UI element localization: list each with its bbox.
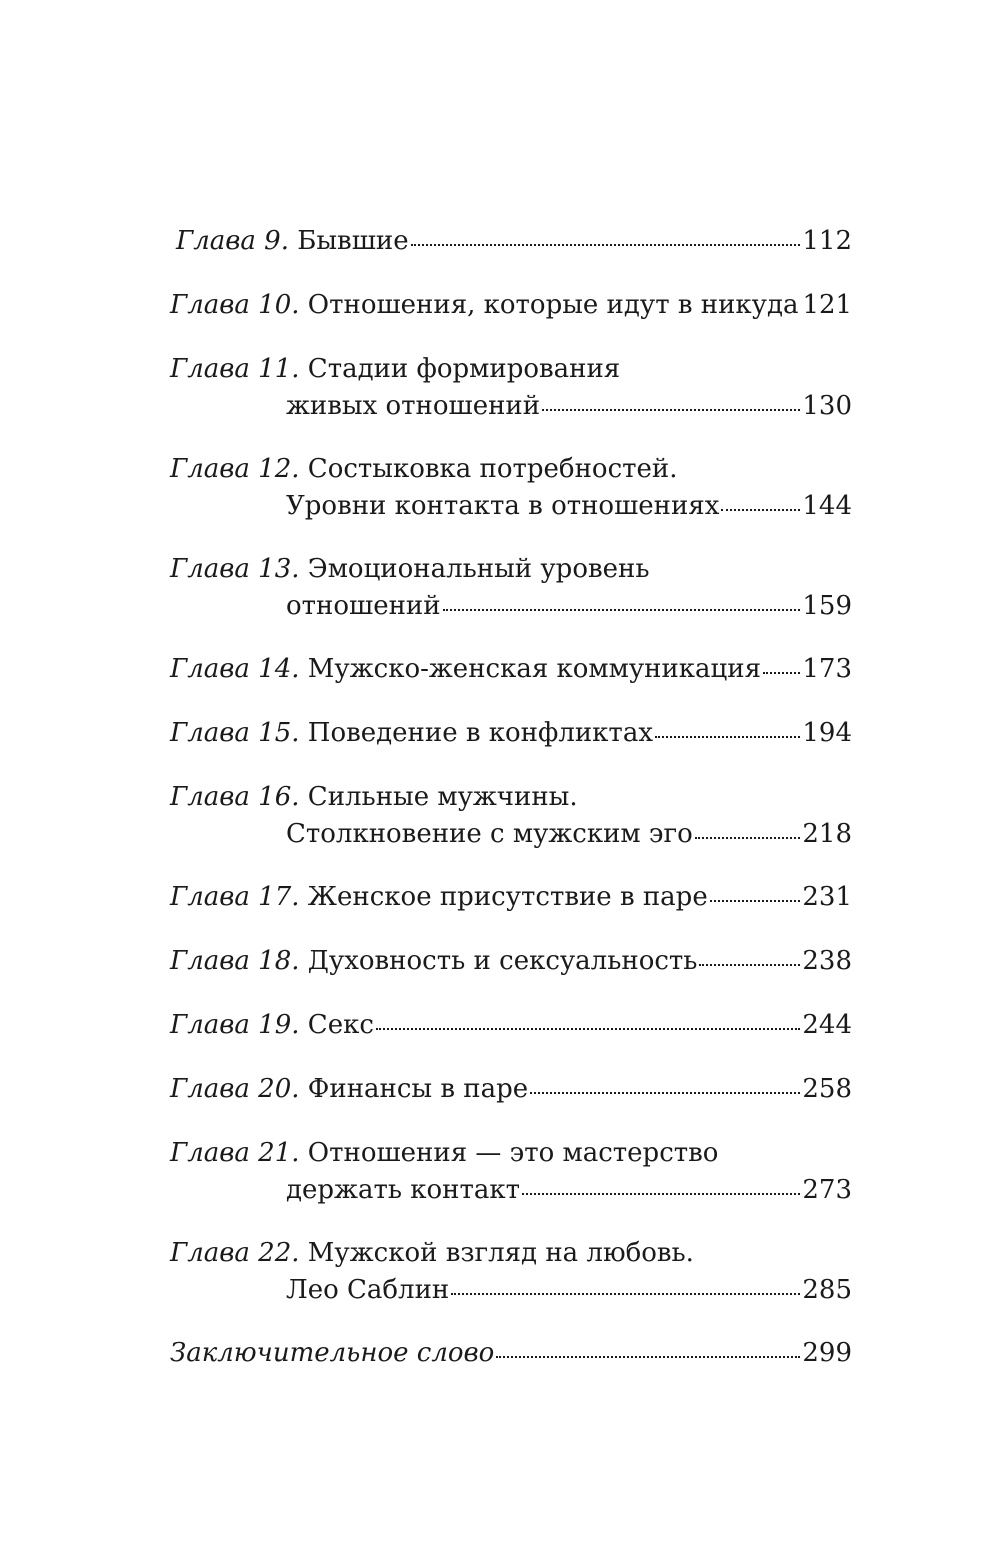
page-number: 238 [802,946,852,976]
chapter-title: Эмоциональный уровень [307,554,650,584]
dot-leader [655,715,800,741]
toc-entry[interactable] [170,650,852,714]
dot-leader [695,816,801,842]
toc-entry-line [170,450,852,488]
chapter-title: Отношения, которые идут в никуда [307,290,799,320]
dot-leader [496,1335,800,1361]
toc-entry[interactable] [170,550,852,650]
chapter-label: Глава 15. [170,718,300,748]
conclusion-label: Заключительное слово [170,1338,495,1368]
chapter-title: Поведение в конфликтах [307,718,653,748]
chapter-title: Духовность и сексуальность [307,946,698,976]
toc-entry[interactable] [170,942,852,1006]
toc-entry-line [170,1271,852,1309]
chapter-label: Глава 17. [170,882,300,912]
toc-entry[interactable] [170,222,852,286]
toc-entry-line [170,1070,852,1108]
chapter-title-continuation: Столкновение с мужским эго [286,819,693,849]
toc-entry-line [170,942,852,980]
toc-entry-conclusion[interactable] [170,1334,852,1398]
chapter-label: Глава 14. [170,654,300,684]
toc-entry-line [170,387,852,425]
toc-entry[interactable] [170,350,852,450]
chapter-label: Глава 10. [170,290,300,320]
page-number: 299 [802,1338,852,1368]
chapter-label: Глава 18. [170,946,300,976]
chapter-title-continuation: Лео Саблин [286,1275,450,1305]
toc-entry[interactable] [170,286,852,350]
toc-entry-line [170,778,852,816]
chapter-label: Глава 11. [170,354,300,384]
chapter-title: Мужско-женская коммуникация [307,654,762,684]
chapter-title-continuation: Уровни контакта в отношениях [286,491,720,521]
toc-entry-line [170,1171,852,1209]
toc-entry-line [170,1234,852,1272]
chapter-title: Мужской взгляд на любовь. [307,1238,694,1268]
dot-leader [542,388,800,414]
chapter-label: Глава 19. [170,1010,300,1040]
toc-entry[interactable] [170,1070,852,1134]
dot-leader [451,1272,800,1298]
dot-leader [699,943,800,969]
toc-entry[interactable] [170,878,852,942]
page-number: 194 [802,718,852,748]
chapter-label: Глава 12. [170,454,300,484]
toc-entry-line [170,714,852,752]
page-number: 273 [802,1175,852,1205]
chapter-title: Финансы в паре [307,1074,529,1104]
toc-entry-line [170,1006,852,1044]
dot-leader [721,488,800,514]
chapter-title: Секс [307,1010,374,1040]
chapter-title: Отношения — это мастерство [307,1138,719,1168]
dot-leader [522,1172,800,1198]
chapter-label: Глава 22. [170,1238,300,1268]
toc-entry-line [170,550,852,588]
toc-entry-line [170,1334,852,1372]
chapter-label: Глава 21. [170,1138,300,1168]
page-number: 218 [802,819,852,849]
toc-entry-line [170,222,852,260]
dot-leader [443,588,801,614]
chapter-title-continuation: держать контакт [286,1175,521,1205]
page-number: 130 [802,391,852,421]
page-number: 112 [802,226,852,256]
toc-entry[interactable] [170,714,852,778]
page-number: 244 [802,1010,852,1040]
dot-leader [710,879,801,905]
chapter-title: Состыковка потребностей. [307,454,678,484]
chapter-label: Глава 9. [176,226,289,256]
toc-entry[interactable] [170,1134,852,1234]
chapter-label: Глава 13. [170,554,300,584]
dot-leader [376,1007,800,1033]
toc-entry-line [170,815,852,853]
toc-entry[interactable] [170,1006,852,1070]
toc-entry[interactable] [170,778,852,878]
toc-entry-line [170,286,852,324]
chapter-title: Сильные мужчины. [307,782,578,812]
chapter-title: Стадии формирования [307,354,621,384]
chapter-label: Глава 20. [170,1074,300,1104]
page-number: 285 [802,1275,852,1305]
page-number: 159 [802,591,852,621]
toc-entry-line [170,350,852,388]
dot-leader [411,223,801,249]
chapter-title: Бывшие [297,226,409,256]
page-number: 144 [802,491,852,521]
toc-entry-line [170,878,852,916]
toc-entry-line [170,650,852,688]
chapter-label: Глава 16. [170,782,300,812]
dot-leader [763,651,800,677]
page-number: 121 [802,290,853,320]
toc-entry-line [170,487,852,525]
dot-leader [530,1071,800,1097]
chapter-title-continuation: живых отношений [286,391,541,421]
table-of-contents [170,222,852,1398]
toc-entry[interactable] [170,1234,852,1334]
page-number: 231 [802,882,852,912]
toc-entry-line [170,1134,852,1172]
chapter-title-continuation: отношений [286,591,441,621]
toc-entry-line [170,587,852,625]
toc-entry[interactable] [170,450,852,550]
chapter-title: Женское присутствие в паре [307,882,708,912]
page-number: 173 [802,654,852,684]
page-number: 258 [802,1074,852,1104]
